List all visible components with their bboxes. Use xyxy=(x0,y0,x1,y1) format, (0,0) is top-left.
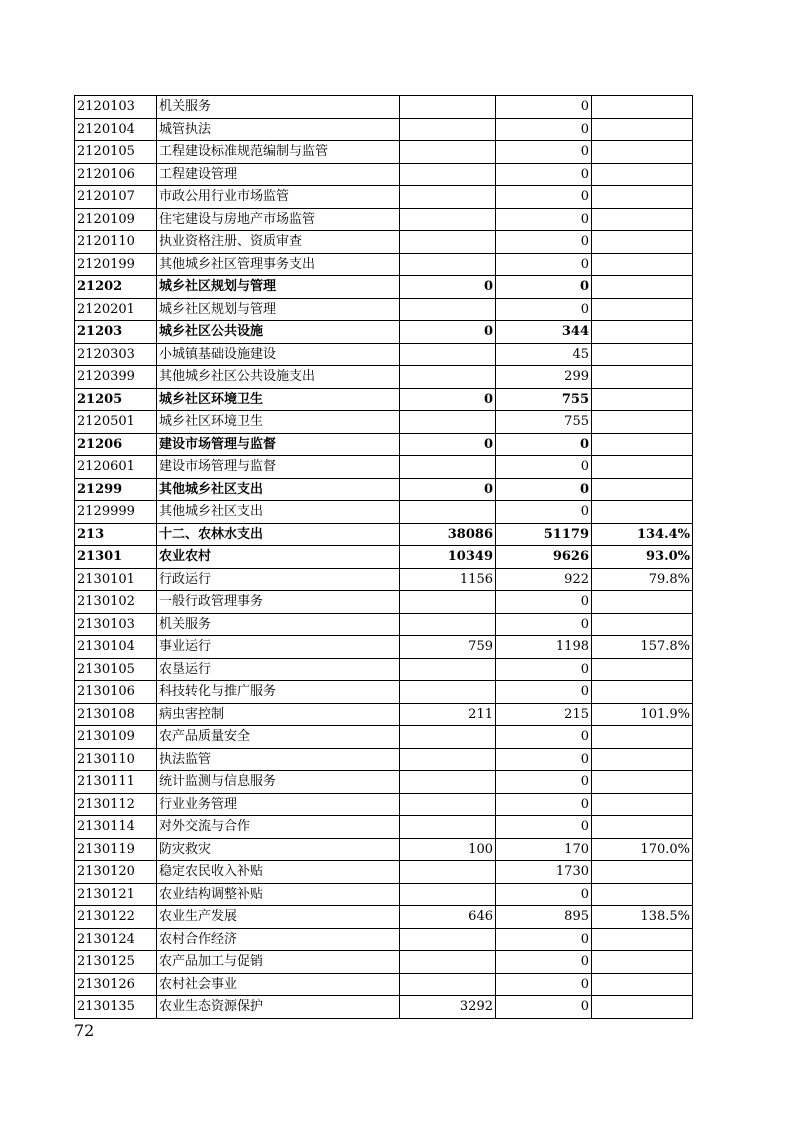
table-row xyxy=(75,973,693,996)
cell-code: 2130135 xyxy=(75,996,157,1019)
cell-code: 21299 xyxy=(75,478,157,501)
table-row xyxy=(75,748,693,771)
cell-name: 对外交流与合作 xyxy=(157,816,400,839)
cell-amount-a xyxy=(400,253,496,276)
cell-name: 行政运行 xyxy=(157,568,400,591)
cell-name: 建设市场管理与监督 xyxy=(157,456,400,479)
cell-amount-a xyxy=(400,613,496,636)
cell-name: 城乡社区环境卫生 xyxy=(157,411,400,434)
cell-amount-a xyxy=(400,501,496,524)
cell-name: 农业生产发展 xyxy=(157,906,400,929)
cell-ratio xyxy=(592,276,693,299)
cell-amount-b: 51179 xyxy=(496,523,592,546)
cell-name: 机关服务 xyxy=(157,613,400,636)
cell-ratio xyxy=(592,298,693,321)
cell-amount-b: 0 xyxy=(496,163,592,186)
cell-code: 2120601 xyxy=(75,456,157,479)
cell-ratio xyxy=(592,973,693,996)
table-row xyxy=(75,591,693,614)
cell-code: 2130112 xyxy=(75,793,157,816)
cell-amount-b: 0 xyxy=(496,973,592,996)
table-row xyxy=(75,478,693,501)
cell-name: 其他城乡社区支出 xyxy=(157,501,400,524)
cell-amount-b: 0 xyxy=(496,231,592,254)
table-row xyxy=(75,456,693,479)
cell-code: 2120107 xyxy=(75,186,157,209)
table-row xyxy=(75,276,693,299)
cell-name: 防灾救灾 xyxy=(157,838,400,861)
cell-code: 2130120 xyxy=(75,861,157,884)
cell-code: 2120106 xyxy=(75,163,157,186)
cell-name: 科技转化与推广服务 xyxy=(157,681,400,704)
cell-amount-a xyxy=(400,816,496,839)
cell-name: 农产品加工与促销 xyxy=(157,951,400,974)
cell-code: 2120109 xyxy=(75,208,157,231)
cell-name: 城乡社区规划与管理 xyxy=(157,298,400,321)
cell-amount-b: 0 xyxy=(496,996,592,1019)
cell-amount-a xyxy=(400,928,496,951)
page-number: 72 xyxy=(74,1021,95,1040)
table-row xyxy=(75,298,693,321)
table-row xyxy=(75,208,693,231)
cell-amount-b: 0 xyxy=(496,793,592,816)
cell-amount-a: 10349 xyxy=(400,546,496,569)
cell-name: 十二、农林水支出 xyxy=(157,523,400,546)
table-row xyxy=(75,411,693,434)
cell-amount-b: 0 xyxy=(496,141,592,164)
cell-ratio xyxy=(592,748,693,771)
cell-code: 2130110 xyxy=(75,748,157,771)
cell-name: 城乡社区规划与管理 xyxy=(157,276,400,299)
cell-amount-a: 0 xyxy=(400,388,496,411)
cell-amount-a xyxy=(400,793,496,816)
cell-code: 2120110 xyxy=(75,231,157,254)
cell-ratio xyxy=(592,501,693,524)
table-row xyxy=(75,681,693,704)
cell-amount-b: 9626 xyxy=(496,546,592,569)
cell-ratio xyxy=(592,793,693,816)
cell-ratio xyxy=(592,726,693,749)
cell-ratio xyxy=(592,591,693,614)
table-row xyxy=(75,771,693,794)
cell-code: 21205 xyxy=(75,388,157,411)
cell-name: 农业农村 xyxy=(157,546,400,569)
cell-code: 2120501 xyxy=(75,411,157,434)
table-row xyxy=(75,996,693,1019)
cell-amount-a: 0 xyxy=(400,276,496,299)
cell-amount-b: 755 xyxy=(496,388,592,411)
cell-name: 其他城乡社区公共设施支出 xyxy=(157,366,400,389)
cell-amount-a xyxy=(400,973,496,996)
cell-ratio xyxy=(592,681,693,704)
cell-amount-a xyxy=(400,118,496,141)
cell-code: 2130103 xyxy=(75,613,157,636)
cell-amount-b: 0 xyxy=(496,118,592,141)
cell-ratio xyxy=(592,208,693,231)
table-row xyxy=(75,343,693,366)
cell-amount-a xyxy=(400,681,496,704)
cell-amount-b: 0 xyxy=(496,591,592,614)
cell-name: 市政公用行业市场监管 xyxy=(157,186,400,209)
cell-ratio xyxy=(592,658,693,681)
table-row xyxy=(75,231,693,254)
table-row xyxy=(75,703,693,726)
cell-amount-a: 0 xyxy=(400,321,496,344)
cell-ratio xyxy=(592,861,693,884)
cell-code: 2130109 xyxy=(75,726,157,749)
cell-code: 2130125 xyxy=(75,951,157,974)
table-row xyxy=(75,141,693,164)
cell-code: 21206 xyxy=(75,433,157,456)
cell-amount-b: 922 xyxy=(496,568,592,591)
cell-amount-a: 759 xyxy=(400,636,496,659)
cell-name: 农产品质量安全 xyxy=(157,726,400,749)
table-row xyxy=(75,546,693,569)
cell-amount-b: 299 xyxy=(496,366,592,389)
table-row xyxy=(75,636,693,659)
cell-name: 农业结构调整补贴 xyxy=(157,883,400,906)
budget-table xyxy=(74,95,693,1019)
cell-amount-b: 755 xyxy=(496,411,592,434)
table-row xyxy=(75,613,693,636)
cell-name: 一般行政管理事务 xyxy=(157,591,400,614)
cell-amount-a xyxy=(400,298,496,321)
cell-amount-a: 646 xyxy=(400,906,496,929)
cell-name: 机关服务 xyxy=(157,96,400,119)
cell-name: 其他城乡社区支出 xyxy=(157,478,400,501)
table-row xyxy=(75,388,693,411)
cell-amount-b: 0 xyxy=(496,883,592,906)
budget-table-body xyxy=(75,96,693,1019)
cell-ratio xyxy=(592,366,693,389)
cell-amount-a xyxy=(400,456,496,479)
cell-ratio xyxy=(592,186,693,209)
cell-ratio xyxy=(592,253,693,276)
cell-amount-a xyxy=(400,883,496,906)
cell-code: 2130122 xyxy=(75,906,157,929)
cell-amount-b: 0 xyxy=(496,816,592,839)
cell-ratio xyxy=(592,456,693,479)
table-row xyxy=(75,928,693,951)
table-row xyxy=(75,658,693,681)
cell-amount-a xyxy=(400,163,496,186)
cell-name: 执法监管 xyxy=(157,748,400,771)
cell-amount-b: 0 xyxy=(496,478,592,501)
table-row xyxy=(75,906,693,929)
cell-amount-a xyxy=(400,186,496,209)
cell-amount-b: 45 xyxy=(496,343,592,366)
cell-amount-b: 0 xyxy=(496,276,592,299)
cell-amount-b: 0 xyxy=(496,726,592,749)
cell-amount-a: 3292 xyxy=(400,996,496,1019)
table-row xyxy=(75,726,693,749)
cell-ratio xyxy=(592,771,693,794)
cell-amount-a xyxy=(400,96,496,119)
cell-amount-a xyxy=(400,411,496,434)
cell-code: 213 xyxy=(75,523,157,546)
cell-amount-a xyxy=(400,861,496,884)
cell-amount-b: 0 xyxy=(496,928,592,951)
cell-code: 2129999 xyxy=(75,501,157,524)
cell-amount-a xyxy=(400,726,496,749)
cell-amount-b: 0 xyxy=(496,771,592,794)
cell-ratio xyxy=(592,141,693,164)
table-row xyxy=(75,321,693,344)
cell-ratio xyxy=(592,928,693,951)
cell-code: 2120104 xyxy=(75,118,157,141)
cell-amount-a xyxy=(400,141,496,164)
cell-ratio: 134.4% xyxy=(592,523,693,546)
cell-ratio xyxy=(592,411,693,434)
table-row xyxy=(75,793,693,816)
cell-amount-b: 0 xyxy=(496,253,592,276)
cell-name: 工程建设管理 xyxy=(157,163,400,186)
cell-ratio xyxy=(592,883,693,906)
cell-ratio: 138.5% xyxy=(592,906,693,929)
cell-amount-b: 344 xyxy=(496,321,592,344)
cell-amount-a xyxy=(400,208,496,231)
cell-amount-b: 0 xyxy=(496,456,592,479)
cell-name: 农垦运行 xyxy=(157,658,400,681)
cell-name: 行业业务管理 xyxy=(157,793,400,816)
cell-amount-b: 215 xyxy=(496,703,592,726)
cell-amount-b: 0 xyxy=(496,613,592,636)
table-row xyxy=(75,163,693,186)
cell-code: 2120199 xyxy=(75,253,157,276)
cell-amount-b: 0 xyxy=(496,96,592,119)
cell-code: 2120201 xyxy=(75,298,157,321)
cell-ratio xyxy=(592,433,693,456)
cell-amount-b: 170 xyxy=(496,838,592,861)
cell-name: 农业生态资源保护 xyxy=(157,996,400,1019)
cell-code: 2130105 xyxy=(75,658,157,681)
cell-code: 2130102 xyxy=(75,591,157,614)
cell-code: 2130111 xyxy=(75,771,157,794)
cell-ratio xyxy=(592,163,693,186)
cell-amount-a: 211 xyxy=(400,703,496,726)
table-row xyxy=(75,861,693,884)
cell-amount-b: 0 xyxy=(496,186,592,209)
cell-ratio xyxy=(592,118,693,141)
cell-code: 21203 xyxy=(75,321,157,344)
cell-amount-b: 1198 xyxy=(496,636,592,659)
table-row xyxy=(75,501,693,524)
cell-code: 2130101 xyxy=(75,568,157,591)
cell-amount-a xyxy=(400,231,496,254)
cell-amount-a xyxy=(400,658,496,681)
cell-code: 2130119 xyxy=(75,838,157,861)
cell-ratio xyxy=(592,231,693,254)
table-row xyxy=(75,96,693,119)
cell-amount-b: 0 xyxy=(496,951,592,974)
cell-code: 2120399 xyxy=(75,366,157,389)
cell-ratio: 79.8% xyxy=(592,568,693,591)
cell-amount-a xyxy=(400,748,496,771)
cell-code: 2130106 xyxy=(75,681,157,704)
cell-name: 工程建设标准规范编制与监管 xyxy=(157,141,400,164)
cell-code: 21202 xyxy=(75,276,157,299)
cell-amount-b: 0 xyxy=(496,658,592,681)
cell-name: 农村社会事业 xyxy=(157,973,400,996)
cell-name: 病虫害控制 xyxy=(157,703,400,726)
cell-code: 2120105 xyxy=(75,141,157,164)
cell-ratio xyxy=(592,996,693,1019)
cell-amount-a: 0 xyxy=(400,433,496,456)
cell-amount-a xyxy=(400,343,496,366)
cell-ratio: 170.0% xyxy=(592,838,693,861)
cell-amount-a xyxy=(400,951,496,974)
cell-name: 城乡社区环境卫生 xyxy=(157,388,400,411)
cell-ratio: 101.9% xyxy=(592,703,693,726)
cell-amount-a xyxy=(400,771,496,794)
table-row xyxy=(75,816,693,839)
cell-name: 建设市场管理与监督 xyxy=(157,433,400,456)
table-row xyxy=(75,838,693,861)
cell-ratio xyxy=(592,478,693,501)
cell-name: 农村合作经济 xyxy=(157,928,400,951)
cell-ratio xyxy=(592,388,693,411)
cell-amount-b: 0 xyxy=(496,748,592,771)
cell-name: 稳定农民收入补贴 xyxy=(157,861,400,884)
cell-code: 2120103 xyxy=(75,96,157,119)
cell-code: 2130126 xyxy=(75,973,157,996)
table-row xyxy=(75,433,693,456)
table-row xyxy=(75,523,693,546)
table-row xyxy=(75,883,693,906)
table-row xyxy=(75,951,693,974)
cell-ratio xyxy=(592,321,693,344)
cell-amount-a: 0 xyxy=(400,478,496,501)
cell-ratio xyxy=(592,343,693,366)
cell-amount-b: 895 xyxy=(496,906,592,929)
cell-ratio: 93.0% xyxy=(592,546,693,569)
cell-amount-b: 0 xyxy=(496,681,592,704)
cell-code: 2120303 xyxy=(75,343,157,366)
cell-name: 统计监测与信息服务 xyxy=(157,771,400,794)
cell-name: 小城镇基础设施建设 xyxy=(157,343,400,366)
cell-name: 事业运行 xyxy=(157,636,400,659)
cell-ratio xyxy=(592,816,693,839)
cell-amount-a: 38086 xyxy=(400,523,496,546)
cell-amount-a xyxy=(400,366,496,389)
cell-amount-a xyxy=(400,591,496,614)
cell-amount-b: 1730 xyxy=(496,861,592,884)
cell-name: 城乡社区公共设施 xyxy=(157,321,400,344)
cell-code: 2130121 xyxy=(75,883,157,906)
cell-amount-a: 100 xyxy=(400,838,496,861)
table-row xyxy=(75,366,693,389)
cell-ratio xyxy=(592,613,693,636)
cell-code: 2130124 xyxy=(75,928,157,951)
cell-name: 其他城乡社区管理事务支出 xyxy=(157,253,400,276)
cell-name: 执业资格注册、资质审查 xyxy=(157,231,400,254)
cell-amount-b: 0 xyxy=(496,208,592,231)
table-row xyxy=(75,253,693,276)
cell-code: 2130104 xyxy=(75,636,157,659)
cell-amount-b: 0 xyxy=(496,298,592,321)
cell-name: 城管执法 xyxy=(157,118,400,141)
cell-name: 住宅建设与房地产市场监管 xyxy=(157,208,400,231)
cell-amount-a: 1156 xyxy=(400,568,496,591)
table-row xyxy=(75,568,693,591)
cell-ratio xyxy=(592,951,693,974)
cell-ratio: 157.8% xyxy=(592,636,693,659)
table-row xyxy=(75,118,693,141)
table-row xyxy=(75,186,693,209)
cell-amount-b: 0 xyxy=(496,433,592,456)
cell-code: 21301 xyxy=(75,546,157,569)
cell-code: 2130108 xyxy=(75,703,157,726)
cell-amount-b: 0 xyxy=(496,501,592,524)
cell-code: 2130114 xyxy=(75,816,157,839)
cell-ratio xyxy=(592,96,693,119)
